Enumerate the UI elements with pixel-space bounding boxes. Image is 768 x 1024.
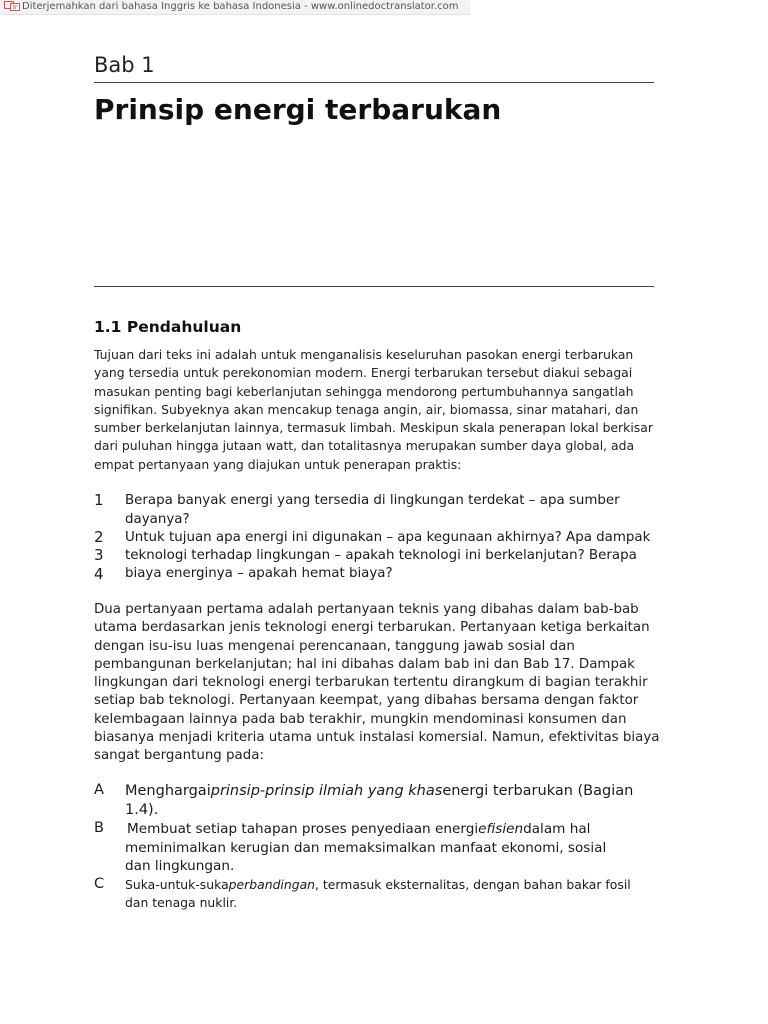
criteria-text-emphasis: efisien <box>478 821 524 837</box>
question-line: dayanya? <box>125 511 190 527</box>
discussion-paragraph <box>94 601 664 766</box>
question-number: 1 <box>94 491 104 509</box>
question-number: 4 <box>94 564 104 583</box>
paragraph-line: kelembagaan lainnya pada bab terakhir, mungkin mendominasi konsumen dan <box>94 711 627 727</box>
paragraph-line: lingkungan dari teknologi energi terbarukan tertentu dirangkum di bagian terakhir <box>94 675 648 691</box>
criteria-list <box>94 782 664 913</box>
paragraph-line: yang tersedia untuk perekonomian modern. Energi terbarukan tersebut diakui sebagai <box>94 365 633 381</box>
paragraph-line: sangat bergantung pada: <box>94 748 264 764</box>
intro-paragraph <box>94 346 664 474</box>
criteria-text-plain: energi terbarukan (Bagian <box>442 783 634 799</box>
paragraph-line: sumber berkelanjutan lainnya, termasuk limbah. Meskipun skala penerapan lokal berkisar <box>94 420 653 436</box>
criteria-letter: B <box>94 820 104 836</box>
criteria-text-emphasis: perbandingan <box>228 876 316 892</box>
question-line: Untuk tujuan apa energi ini digunakan – apa kegunaan akhirnya? Apa dampak <box>125 529 651 545</box>
paragraph-line: Tujuan dari teks ini adalah untuk menganalisis keseluruhan pasokan energi terbarukan <box>94 347 634 362</box>
criteria-item-b <box>94 820 664 876</box>
criteria-item-c <box>94 876 664 913</box>
paragraph-line: signifikan. Subyeknya akan mencakup tenaga angin, air, biomassa, sinar matahari, dan <box>94 401 639 417</box>
question-line: teknologi terhadap lingkungan – apakah teknologi ini berkelanjutan? Berapa <box>125 547 637 563</box>
divider-top <box>94 82 654 83</box>
criteria-text-line: dan lingkungan. <box>125 858 235 875</box>
question-number: 3 <box>94 546 104 564</box>
criteria-text <box>125 782 664 820</box>
criteria-text-plain: , termasuk eksternalitas, dengan bahan bakar fosil <box>315 876 631 892</box>
chapter-label: Bab 1 <box>94 53 155 77</box>
translator-banner[interactable] <box>0 0 470 15</box>
criteria-text-line: dan tenaga nuklir. <box>125 895 238 911</box>
paragraph-line: Dua pertanyaan pertama adalah pertanyaan teknis yang dibahas dalam bab-bab <box>94 602 639 617</box>
paragraph-line: dari puluhan hingga jutaan watt, dan totalitasnya merupakan sumber daya global, ada <box>94 438 635 454</box>
criteria-item-a <box>94 782 664 820</box>
paragraph-line: utama berdasarkan jenis teknologi energi terbarukan. Pertanyaan ketiga berkaitan <box>94 620 650 636</box>
criteria-letter: C <box>94 875 105 892</box>
paragraph-line: pembangunan berkelanjutan; hal ini dibahas dalam bab ini dan Bab 17. Dampak <box>94 656 635 672</box>
question-line: Berapa banyak energi yang tersedia di lingkungan terdekat – apa sumber <box>125 493 620 508</box>
paragraph-line: dengan isu-isu luas mengenai perencanaan, tanggung jawab sosial dan <box>94 638 575 654</box>
chapter-title: Prinsip energi terbarukan <box>94 93 502 126</box>
criteria-text-plain: dalam hal <box>523 821 591 837</box>
question-line: biaya energinya – apakah hemat biaya? <box>125 566 393 582</box>
paragraph-line: setiap bab teknologi. Pertanyaan keempat, yang dibahas bersama dengan faktor <box>94 693 639 709</box>
paragraph-line: biasanya menjadi kriteria utama untuk instalasi komersial. Namun, efektivitas biaya <box>94 730 660 746</box>
criteria-text-line: 1.4). <box>125 802 159 818</box>
criteria-text-plain: Menghargai <box>125 783 211 799</box>
question-number: 2 <box>94 528 104 546</box>
divider-middle <box>94 286 654 287</box>
criteria-letter: A <box>94 782 104 798</box>
section-title: 1.1 Pendahuluan <box>94 318 242 336</box>
translator-logo-icon <box>4 1 20 11</box>
paragraph-line: empat pertanyaan yang diajukan untuk penerapan praktis: <box>94 456 462 472</box>
criteria-text <box>125 876 664 913</box>
criteria-text-plain: Suka-untuk-suka <box>125 876 229 892</box>
translator-banner-text: Diterjemahkan dari bahasa Inggris ke bahasa Indonesia - www.onlinedoctranslator.com <box>22 1 459 12</box>
criteria-text <box>125 820 664 876</box>
criteria-text-emphasis: prinsip-prinsip ilmiah yang khas <box>210 783 443 799</box>
criteria-text-plain: Membuat setiap tahapan proses penyediaan energi <box>127 821 479 837</box>
criteria-text-line: meminimalkan kerugian dan memaksimalkan manfaat ekonomi, sosial <box>125 839 607 856</box>
paragraph-line: masukan penting bagi keberlanjutan sehingga mendorong pertumbuhannya sangatlah <box>94 383 634 399</box>
